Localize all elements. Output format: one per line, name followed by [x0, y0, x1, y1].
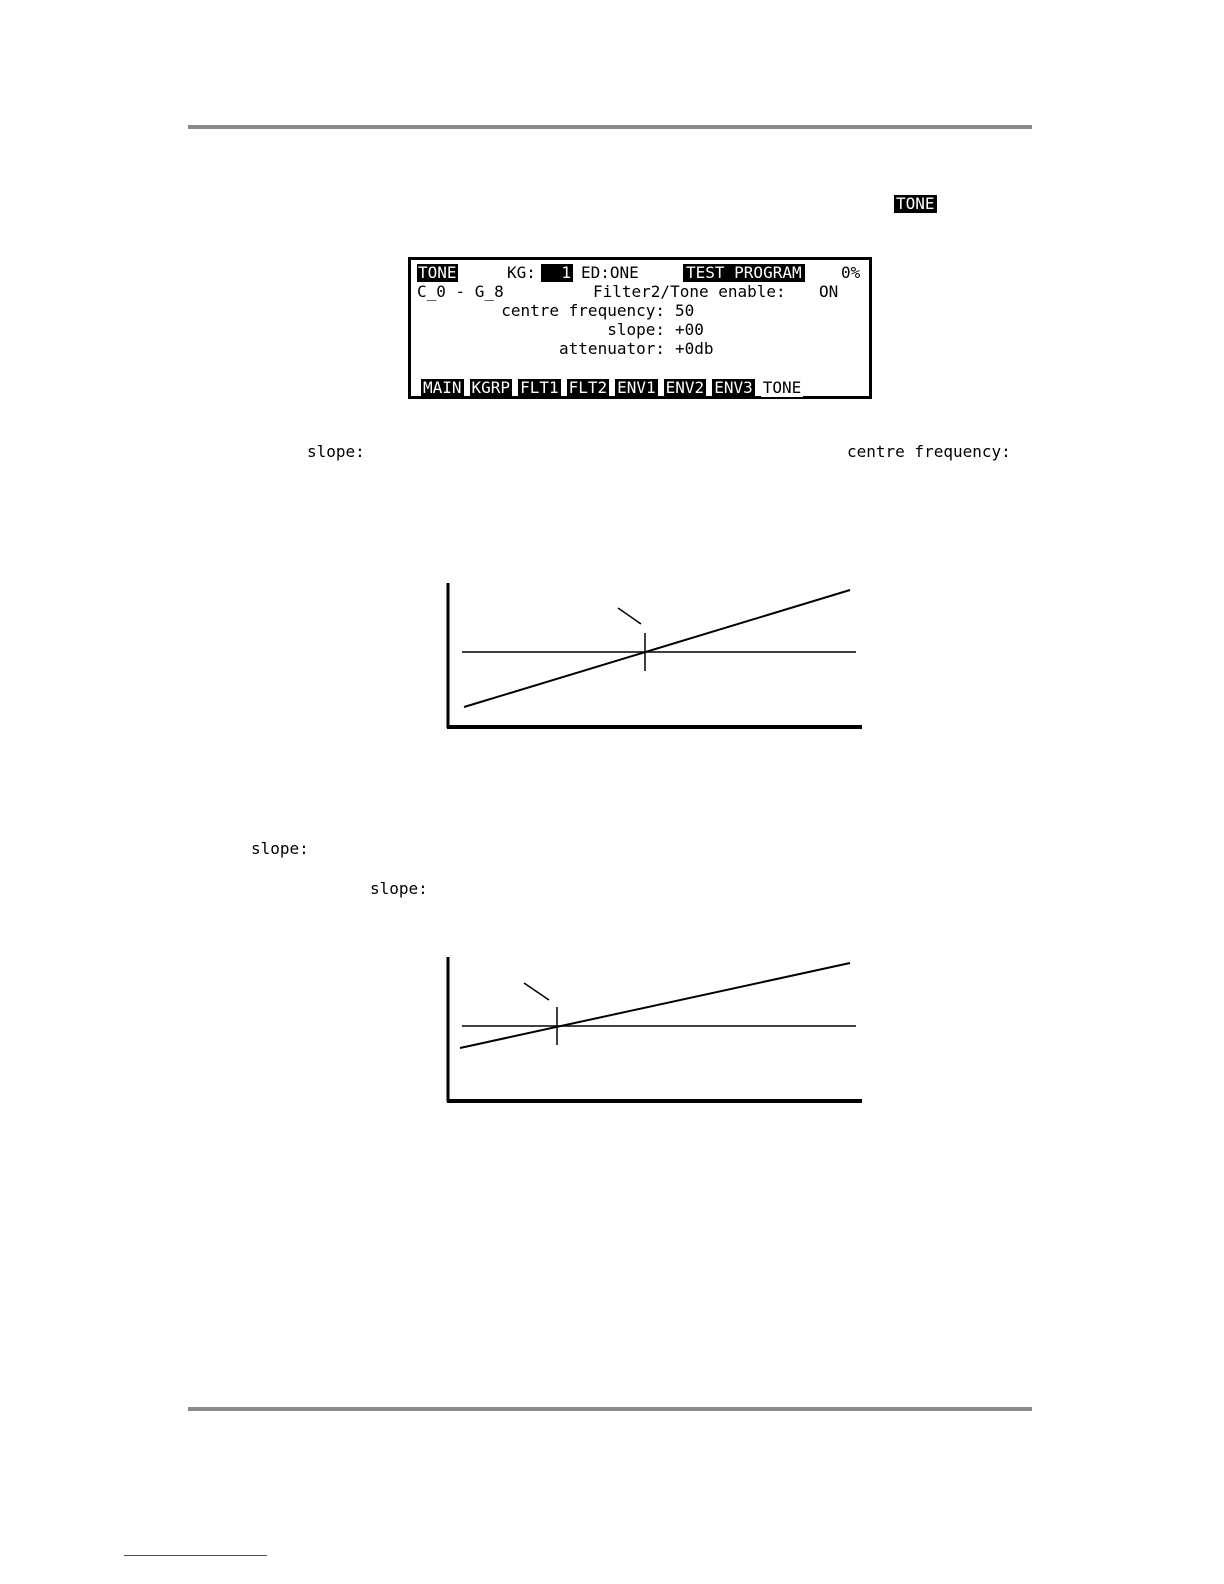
softkey-flt1[interactable]: FLT1 [520, 378, 559, 397]
tone-slope-diagram-centre [430, 578, 870, 738]
lcd-program-name: TEST PROGRAM [683, 264, 805, 282]
lcd-percent: 0% [841, 263, 861, 282]
lcd-keyrange: C_0 - G_8 [417, 282, 504, 301]
softkey-env2[interactable]: ENV2 [665, 378, 705, 397]
lcd-param-label: slope: [607, 320, 665, 339]
diagram-tilt-line [464, 590, 850, 707]
term-slope: slope: [307, 442, 365, 461]
lcd-enable-label: Filter2/Tone enable: [593, 282, 786, 301]
softkey-tone[interactable]: TONE [762, 378, 802, 397]
softkey-main[interactable]: MAIN [423, 378, 462, 397]
top-rule [188, 125, 1032, 129]
term-slope: slope: [370, 879, 428, 898]
term-centre-frequency: centre frequency: [847, 442, 1011, 461]
lcd-screen [408, 257, 872, 399]
lcd-attenuator-value[interactable]: +0db [675, 339, 714, 358]
footer-link-underline[interactable] [124, 1555, 267, 1556]
lcd-ed-label: ED:ONE [581, 263, 639, 282]
lcd-param-label: centre frequency: [501, 301, 665, 320]
softkey-kgrp[interactable]: KGRP [471, 378, 511, 397]
bottom-rule [188, 1407, 1032, 1411]
softkey-flt2[interactable]: FLT2 [568, 378, 608, 397]
tone-slope-diagram-low [430, 952, 870, 1112]
term-slope: slope: [251, 839, 309, 858]
lcd-param-label: attenuator: [559, 339, 665, 358]
lcd-centre-frequency-value[interactable]: 50 [675, 301, 695, 320]
tone-page-chip: TONE [896, 194, 935, 213]
lcd-kg-value[interactable]: 1 [541, 264, 573, 282]
lcd-slope-value[interactable]: +00 [675, 320, 704, 339]
lcd-softkey-bar [421, 379, 803, 397]
softkey-env1[interactable]: ENV1 [617, 378, 656, 397]
lcd-enable-value[interactable]: ON [819, 282, 839, 301]
lcd-kg-label: KG: [507, 263, 536, 282]
lcd-page-tag: TONE [418, 263, 457, 282]
diagram-pointer [618, 608, 641, 624]
diagram-pointer [524, 983, 549, 1000]
softkey-env3[interactable]: ENV3 [714, 378, 753, 397]
diagram-tilt-line [460, 963, 850, 1048]
